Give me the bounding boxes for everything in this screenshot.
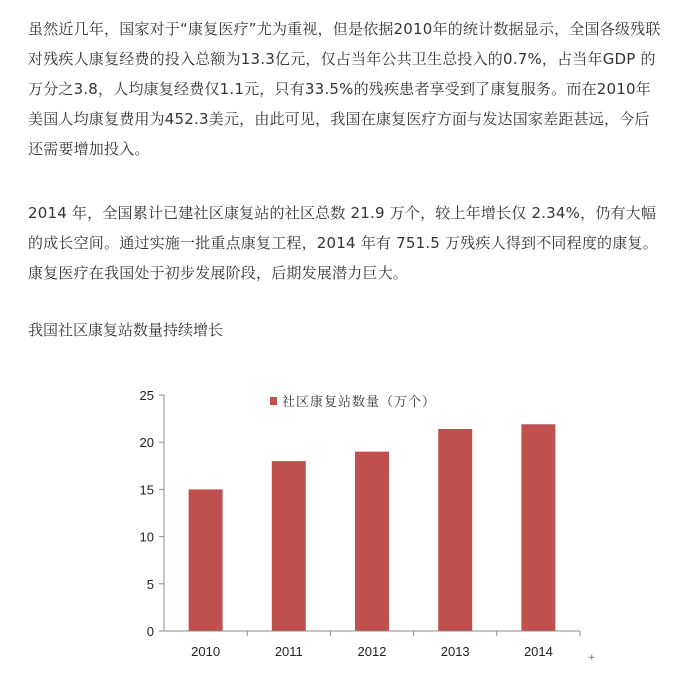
bar-2011 (272, 461, 306, 631)
bar-2014 (521, 424, 555, 631)
x-tick-label: 2010 (191, 644, 221, 659)
y-axis-ticks (140, 388, 164, 639)
y-tick-label: 0 (146, 624, 154, 639)
article-paragraph-2: 2014 年，全国累计已建社区康复站的社区总数 21.9 万个，较上年增长仅 2.34%，仍有大幅的成长空间。通过实施一批重点康复工程，2014 年有 751.5 万残疾人得到不同程度的康复。康复医疗在我国处于初步发展阶段，后期发展潜力巨大。 (28, 204, 658, 282)
trailing-mark: + (588, 653, 596, 663)
x-axis-labels (191, 631, 580, 659)
bar-2012 (355, 452, 389, 631)
x-tick-label: 2011 (274, 644, 303, 659)
y-tick-label: 15 (139, 482, 154, 498)
y-tick-label: 10 (139, 529, 154, 545)
chart-legend (270, 394, 436, 410)
bar-chart (0, 372, 680, 700)
chart-caption: 我国社区康复站数量持续增长 (28, 321, 224, 339)
y-tick-label: 5 (146, 576, 154, 592)
bar-2010 (189, 489, 223, 631)
x-tick-label: 2013 (440, 644, 470, 659)
legend-swatch (270, 397, 277, 405)
bar-2013 (438, 429, 472, 631)
x-tick-label: 2014 (523, 644, 553, 659)
legend-label: 社区康复站数量（万个） (282, 395, 437, 410)
article-paragraph-1: 虽然近几年，国家对于“康复医疗”尤为重视，但是依据2010年的统计数据显示，全国各级残联对残疾人康复经费的投入总额为13.3亿元，仅占当年公共卫生总投入的0.7%，占当年GDP 的万分之3.8，人均康复经费仅1.1元，只有33.5%的残疾患者享受到了康复服务。而在2010年美国人均康复费用为452.3美元，由此可见，我国在康复医疗方面与发达国家差距甚远，今后还需要增加投入。 (28, 20, 661, 158)
x-tick-label: 2012 (357, 644, 387, 659)
bar-series (189, 424, 556, 631)
y-tick-label: 25 (139, 388, 154, 403)
y-tick-label: 20 (139, 435, 154, 451)
